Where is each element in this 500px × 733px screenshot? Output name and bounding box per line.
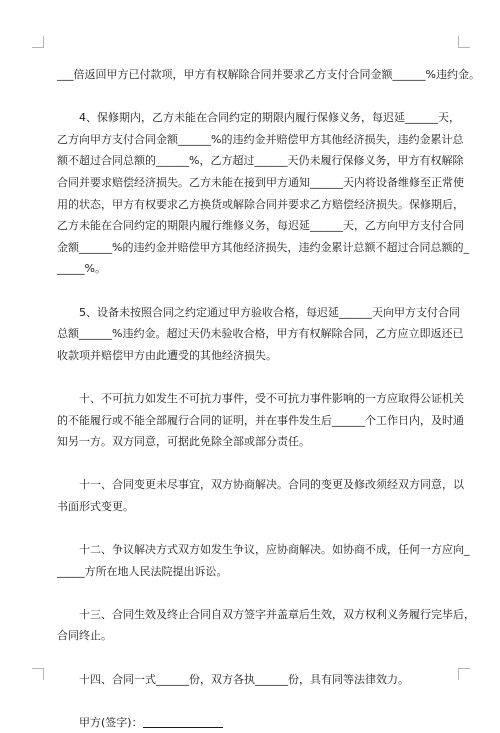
text-line <box>57 453 449 475</box>
text-line: 十、不可抗力如发生不可抗力事件，受不可抗力事件影响的一方应取得公证机关 <box>57 391 464 405</box>
text-line: 用的状态，甲方有权要求乙方换货或解除合同并要求乙方赔偿经济损失。保修期后， <box>57 197 464 211</box>
text-line: 的不能履行或不能全部履行合同的证明，并在事件发生后______个工作日内，及时通 <box>57 413 464 427</box>
signature-blank <box>143 715 223 728</box>
text-line <box>57 280 449 302</box>
text-line <box>57 582 449 604</box>
text-line: 金额______%的违约金并赔偿甲方其他经济损失，违约金累计总额不超过合同总额的_ <box>57 240 469 254</box>
crop-mark-bottom-left <box>32 668 44 680</box>
text-line <box>57 690 449 712</box>
text-line: 十二、争议解决方式双方如发生争议，应协商解决。如协商不成，任何一方应向_ <box>57 543 470 557</box>
text-line: 十一、合同变更未尽事宜，双方协商解决。合同的变更及修改须经双方同意，以 <box>57 478 464 492</box>
text-line: 总额______%违约金。超过天仍未验收合格，甲方有权解除合同，乙方应立即返还已 <box>57 327 464 341</box>
contract-text <box>57 64 480 733</box>
text-line: 书面形式变更。 <box>57 499 134 513</box>
text-line <box>57 86 449 108</box>
text-line: 收款项并赔偿甲方由此遭受的其他经济损失。 <box>57 348 277 362</box>
text-line <box>57 366 449 388</box>
text-line: _____%。 <box>57 262 106 276</box>
crop-mark-top-left <box>32 36 44 48</box>
text-line: 乙方未能在合同约定的期限内履行维修义务，每迟延______天，乙方向甲方支付合同 <box>57 219 464 233</box>
text-line: 额不超过合同总额的______%，乙方超过______天仍未履行保修义务，甲方有权解除 <box>57 154 464 168</box>
text-line: _____方所在地人民法院提出诉讼。 <box>57 564 228 578</box>
text-line: 知另一方。双方同意，可据此免除全部或部分责任。 <box>57 435 310 449</box>
text-line: 合同终止。 <box>57 629 112 643</box>
text-line: 5、设备未按照合同之约定通过甲方验收合格，每迟延______天向甲方支付合同 <box>57 305 460 319</box>
paragraph-list <box>57 64 480 733</box>
signature-label: 甲方(签字)： <box>57 715 143 729</box>
text-line: 十三、合同生效及终止合同自双方签字并盖章后生效，双方权利义务履行完毕后， <box>57 607 475 621</box>
signature-line <box>57 712 449 733</box>
text-line: 4、保修期内，乙方未能在合同约定的期限内履行保修义务，每迟延______天， <box>57 111 460 125</box>
text-line <box>57 517 449 539</box>
text-line: 合同并要求赔偿经济损失。乙方未能在接到甲方通知______天内将设备维修至正常使 <box>57 175 464 189</box>
crop-mark-bottom-right <box>458 668 470 680</box>
text-line: 乙方向甲方支付合同金额______%的违约金并赔偿甲方其他经济损失，违约金累计总 <box>57 132 464 146</box>
text-line: ___倍返回甲方已付款项，甲方有权解除合同并要求乙方支付合同金额______%违约金。 <box>57 68 480 81</box>
crop-mark-top-right <box>458 36 470 48</box>
text-line: 十四、合同一式______份，双方各执______份，具有同等法律效力。 <box>57 672 409 686</box>
text-line <box>57 647 449 669</box>
